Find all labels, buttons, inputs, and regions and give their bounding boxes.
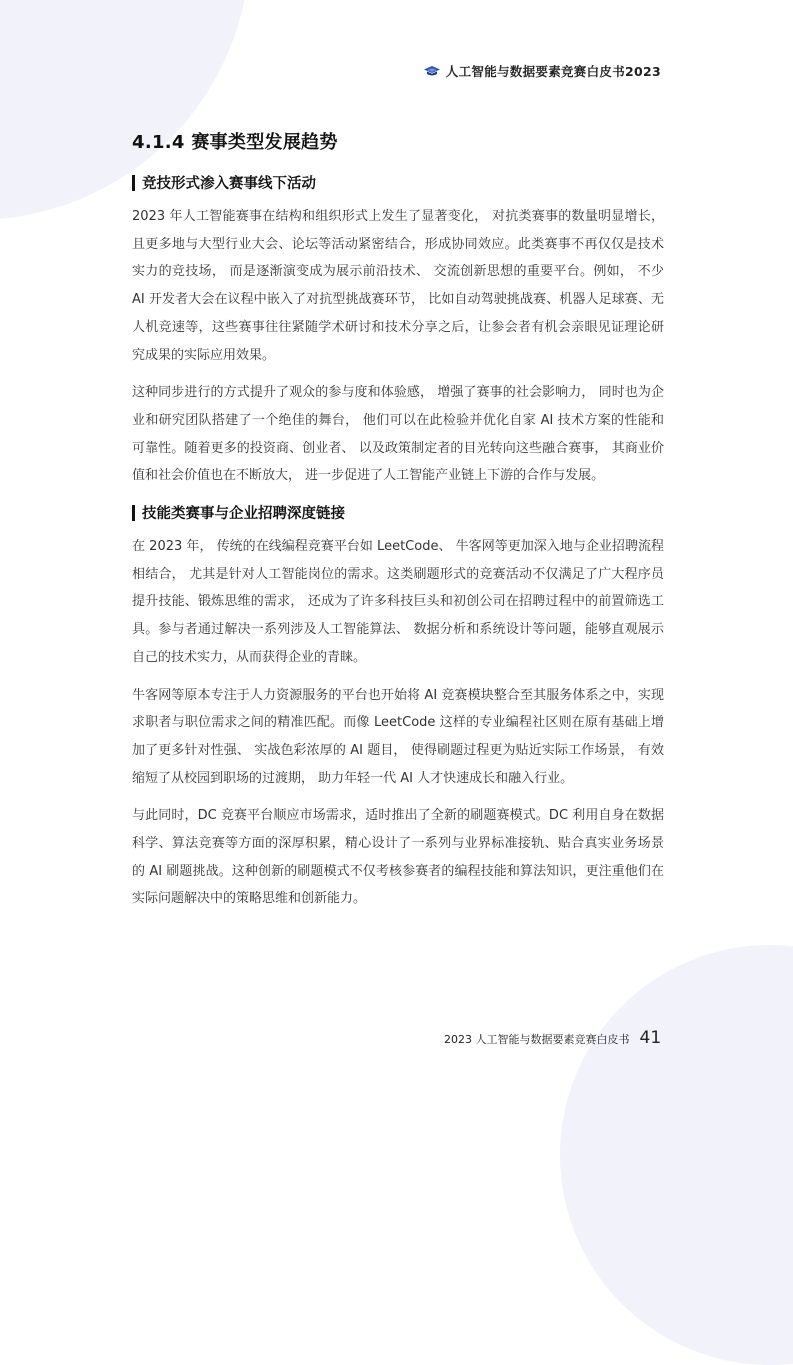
paragraph: 与此同时，DC 竞赛平台顺应市场需求，适时推出了全新的刷题赛模式。DC 利用自身在数据科学、算法竞赛等方面的深厚积累，精心设计了一系列与业界标准接轨、贴合真实业务场景的 AI 刷题挑战。这种创新的刷题模式不仅考核参赛者的编程技能和算法知识，更注重他们在实际问题解决中的策略思维和创新能力。 — [132, 808, 664, 907]
header-title: 人工智能与数据要素竞赛白皮书2023 — [445, 64, 661, 79]
sub-heading-competitive-offline — [132, 172, 664, 193]
page-header — [423, 62, 661, 80]
sub-heading-text: 技能类赛事与企业招聘深度链接 — [142, 506, 345, 523]
paragraph: 在 2023 年， 传统的在线编程竞赛平台如 LeetCode、 牛客网等更加深入地与企业招聘流程相结合， 尤其是针对人工智能岗位的需求。这类刷题形式的竞赛活动不仅满足了广大程序员提升技能、锻炼思维的需求， 还成为了许多科技巨头和初创公司在招聘过程中的前置筛选工具。参与者通过解决一系列涉及人工智能算法、 数据分析和系统设计等问题，能够直观展示自己的技术实力，从而获得企业的青睐。 — [132, 539, 664, 665]
paragraph: 这种同步进行的方式提升了观众的参与度和体验感， 增强了赛事的社会影响力， 同时也为企业和研究团队搭建了一个绝佳的舞台， 他们可以在此检验并优化自家 AI 技术方案的性能和可靠性。随着更多的投资商、创业者、 以及政策制定者的目光转向这些融合赛事， 其商业价值和社会价值也在不断放大， 进一步促进了人工智能产业链上下游的合作与发展。 — [132, 385, 664, 484]
graduation-cap-logo-icon — [423, 65, 441, 77]
page-number: 41 — [639, 1028, 662, 1048]
sub-heading-text: 竞技形式渗入赛事线下活动 — [142, 176, 316, 192]
main-content — [132, 128, 664, 923]
footer-title: 2023 人工智能与数据要素竞赛白皮书 — [444, 1033, 630, 1046]
paragraph: 牛客网等原本专注于人力资源服务的平台也开始将 AI 竞赛模块整合至其服务体系之中，实现求职者与职位需求之间的精准匹配。而像 LeetCode 这样的专业编程社区则在原有基础上增加了更多针对性强、 实战色彩浓厚的 AI 题目， 使得刷题过程更为贴近实际工作场景， 有效缩短了从校园到职场的过渡期， 助力年轻一代 AI 人才快速成长和融入行业。 — [132, 687, 664, 786]
paragraph: 2023 年人工智能赛事在结构和组织形式上发生了显著变化， 对抗类赛事的数量明显增长，且更多地与大型行业大会、论坛等活动紧密结合，形成协同效应。此类赛事不再仅仅是技术实力的竞技场， 而是逐渐演变成为展示前沿技术、 交流创新思想的重要平台。例如， 不少 AI 开发者大会在议程中嵌入了对抗型挑战赛环节， 比如自动驾驶挑战赛、机器人足球赛、无人机竞速等，这些赛事往往紧随学术研讨和技术分享之后，让参会者有机会亲眼见证理论研究成果的实际应用效果。 — [132, 209, 664, 363]
heading-bar-marker — [132, 175, 135, 191]
decorative-circle-bottom-right — [560, 945, 793, 1365]
heading-bar-marker — [132, 505, 135, 521]
sub-heading-skills-recruitment — [132, 502, 664, 523]
page-footer — [444, 1028, 661, 1048]
section-title: 4.1.4 赛事类型发展趋势 — [132, 132, 338, 153]
